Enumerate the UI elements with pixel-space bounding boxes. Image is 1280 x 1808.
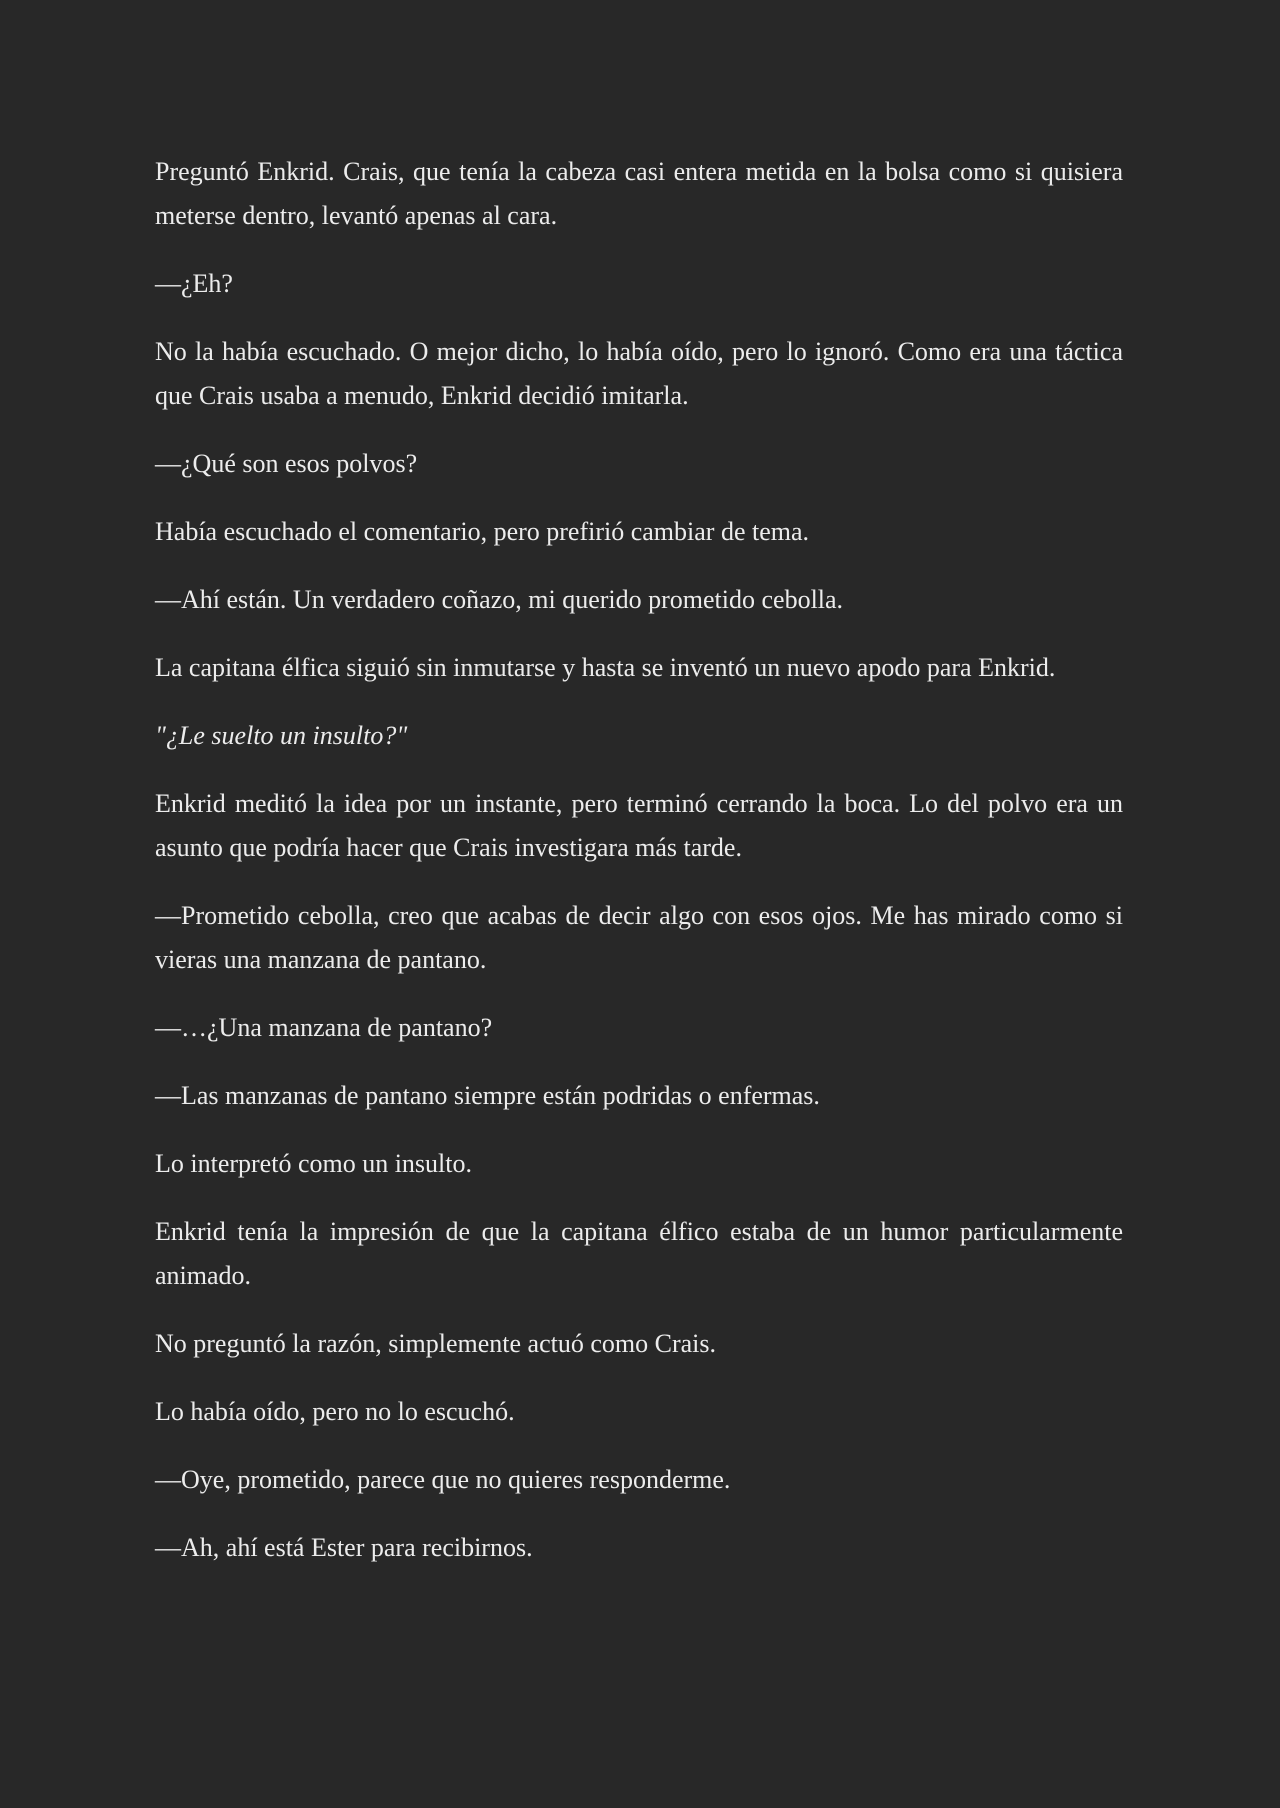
paragraph: Lo interpretó como un insulto. [155,1149,473,1178]
paragraph: —¿Eh? [155,269,233,298]
paragraph: —Ahí están. Un verdadero coñazo, mi querido prometido cebolla. [155,585,844,614]
paragraph: —¿Qué son esos polvos? [155,449,418,478]
paragraph: Enkrid tenía la impresión de que la capitana élfico estaba de un humor particularmente animado. [155,1217,1123,1290]
paragraph: No preguntó la razón, simplemente actuó como Crais. [155,1329,717,1358]
paragraph: No la había escuchado. O mejor dicho, lo había oído, pero lo ignoró. Como era una táctica que Crais usaba a menudo, Enkrid decidió imitarla. [155,337,1123,410]
paragraph: —Las manzanas de pantano siempre están podridas o enfermas. [155,1081,820,1110]
paragraph: Lo había oído, pero no lo escuchó. [155,1397,515,1426]
paragraph: —Oye, prometido, parece que no quieres responderme. [155,1465,731,1494]
paragraph: Preguntó Enkrid. Crais, que tenía la cabeza casi entera metida en la bolsa como si quisiera meterse dentro, levantó apenas al cara. [155,157,1123,230]
paragraph: Enkrid meditó la idea por un instante, pero terminó cerrando la boca. Lo del polvo era un asunto que podría hacer que Crais investigara más tarde. [155,789,1123,862]
paragraph: Había escuchado el comentario, pero prefirió cambiar de tema. [155,517,810,546]
paragraph: —Ah, ahí está Ester para recibirnos. [155,1533,533,1562]
paragraph: La capitana élfica siguió sin inmutarse y hasta se inventó un nuevo apodo para Enkrid. [155,653,1056,682]
chapter-text [155,150,1123,1570]
paragraph: —Prometido cebolla, creo que acabas de decir algo con esos ojos. Me has mirado como si vieras una manzana de pantano. [155,901,1123,974]
paragraph-thought: "¿Le suelto un insulto?" [155,721,408,750]
paragraph: —…¿Una manzana de pantano? [155,1013,493,1042]
